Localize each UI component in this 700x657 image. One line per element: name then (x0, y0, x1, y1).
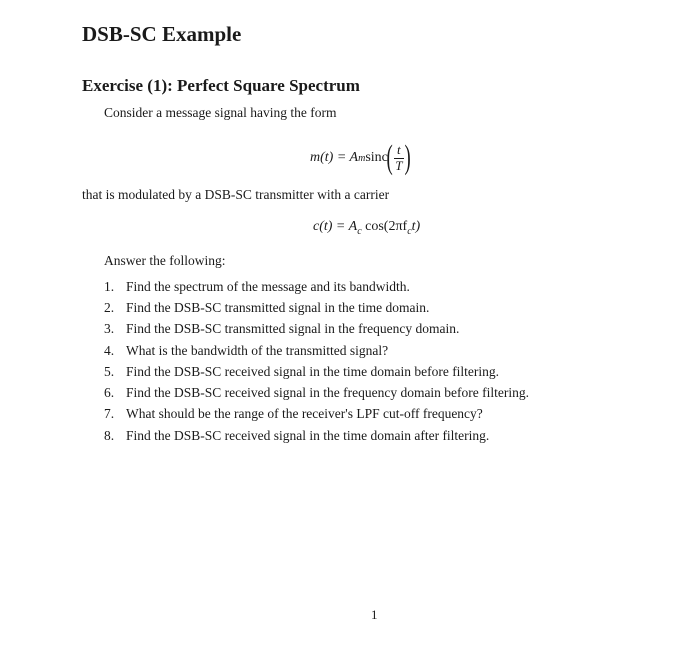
carrier-equation-lhs: c(t) = A (313, 219, 358, 234)
fraction-denominator: T (395, 157, 403, 173)
question-number: 2. (104, 299, 115, 315)
carrier-equation (313, 219, 420, 237)
message-equation-sub: m (358, 152, 366, 164)
question-text: What is the bandwidth of the transmitted signal? (126, 342, 389, 358)
list-item (104, 404, 529, 425)
list-item (104, 382, 529, 403)
carrier-equation-rhs: cos(2πf (361, 219, 408, 234)
question-list (104, 276, 529, 446)
message-equation (310, 138, 410, 178)
question-number: 1. (104, 278, 115, 294)
list-item (104, 340, 529, 361)
right-paren: ) (404, 139, 412, 176)
question-text: Find the DSB-SC received signal in the time domain after filtering. (126, 427, 490, 443)
left-paren: ( (386, 139, 393, 176)
modulation-text: that is modulated by a DSB-SC transmitter with a carrier (82, 187, 390, 202)
message-equation-func: sinc (365, 150, 388, 165)
page-number: 1 (371, 607, 378, 622)
carrier-equation-rhs-end: t) (411, 219, 421, 234)
question-number: 5. (104, 363, 115, 379)
question-text: Find the DSB-SC received signal in the time domain before filtering. (126, 363, 500, 379)
question-number: 8. (104, 427, 115, 443)
intro-text: Consider a message signal having the form (104, 105, 337, 120)
fraction-numerator: t (394, 143, 404, 159)
list-item (104, 276, 529, 297)
question-text: Find the DSB-SC transmitted signal in the frequency domain. (126, 321, 460, 337)
list-item (104, 297, 529, 318)
question-text: Find the DSB-SC received signal in the frequency domain before filtering. (126, 385, 530, 401)
document-title: DSB-SC Example (82, 22, 242, 46)
exercise-title: Exercise (1): Perfect Square Spectrum (82, 76, 360, 95)
question-text: What should be the range of the receiver's LPF cut-off frequency? (126, 406, 483, 422)
question-number: 6. (104, 385, 115, 401)
question-number: 3. (104, 321, 115, 337)
question-text: Find the DSB-SC transmitted signal in the time domain. (126, 299, 430, 315)
message-equation-lhs: m(t) = A (310, 150, 359, 165)
question-number: 7. (104, 406, 115, 422)
carrier-equation-sub: c (357, 225, 362, 237)
carrier-equation-rhs-sub: c (407, 225, 412, 237)
question-number: 4. (104, 342, 115, 358)
answer-heading: Answer the following: (104, 253, 226, 268)
fraction (392, 143, 405, 174)
list-item (104, 319, 529, 340)
question-text: Find the spectrum of the message and its bandwidth. (126, 278, 410, 294)
list-item (104, 361, 529, 382)
list-item (104, 425, 529, 446)
